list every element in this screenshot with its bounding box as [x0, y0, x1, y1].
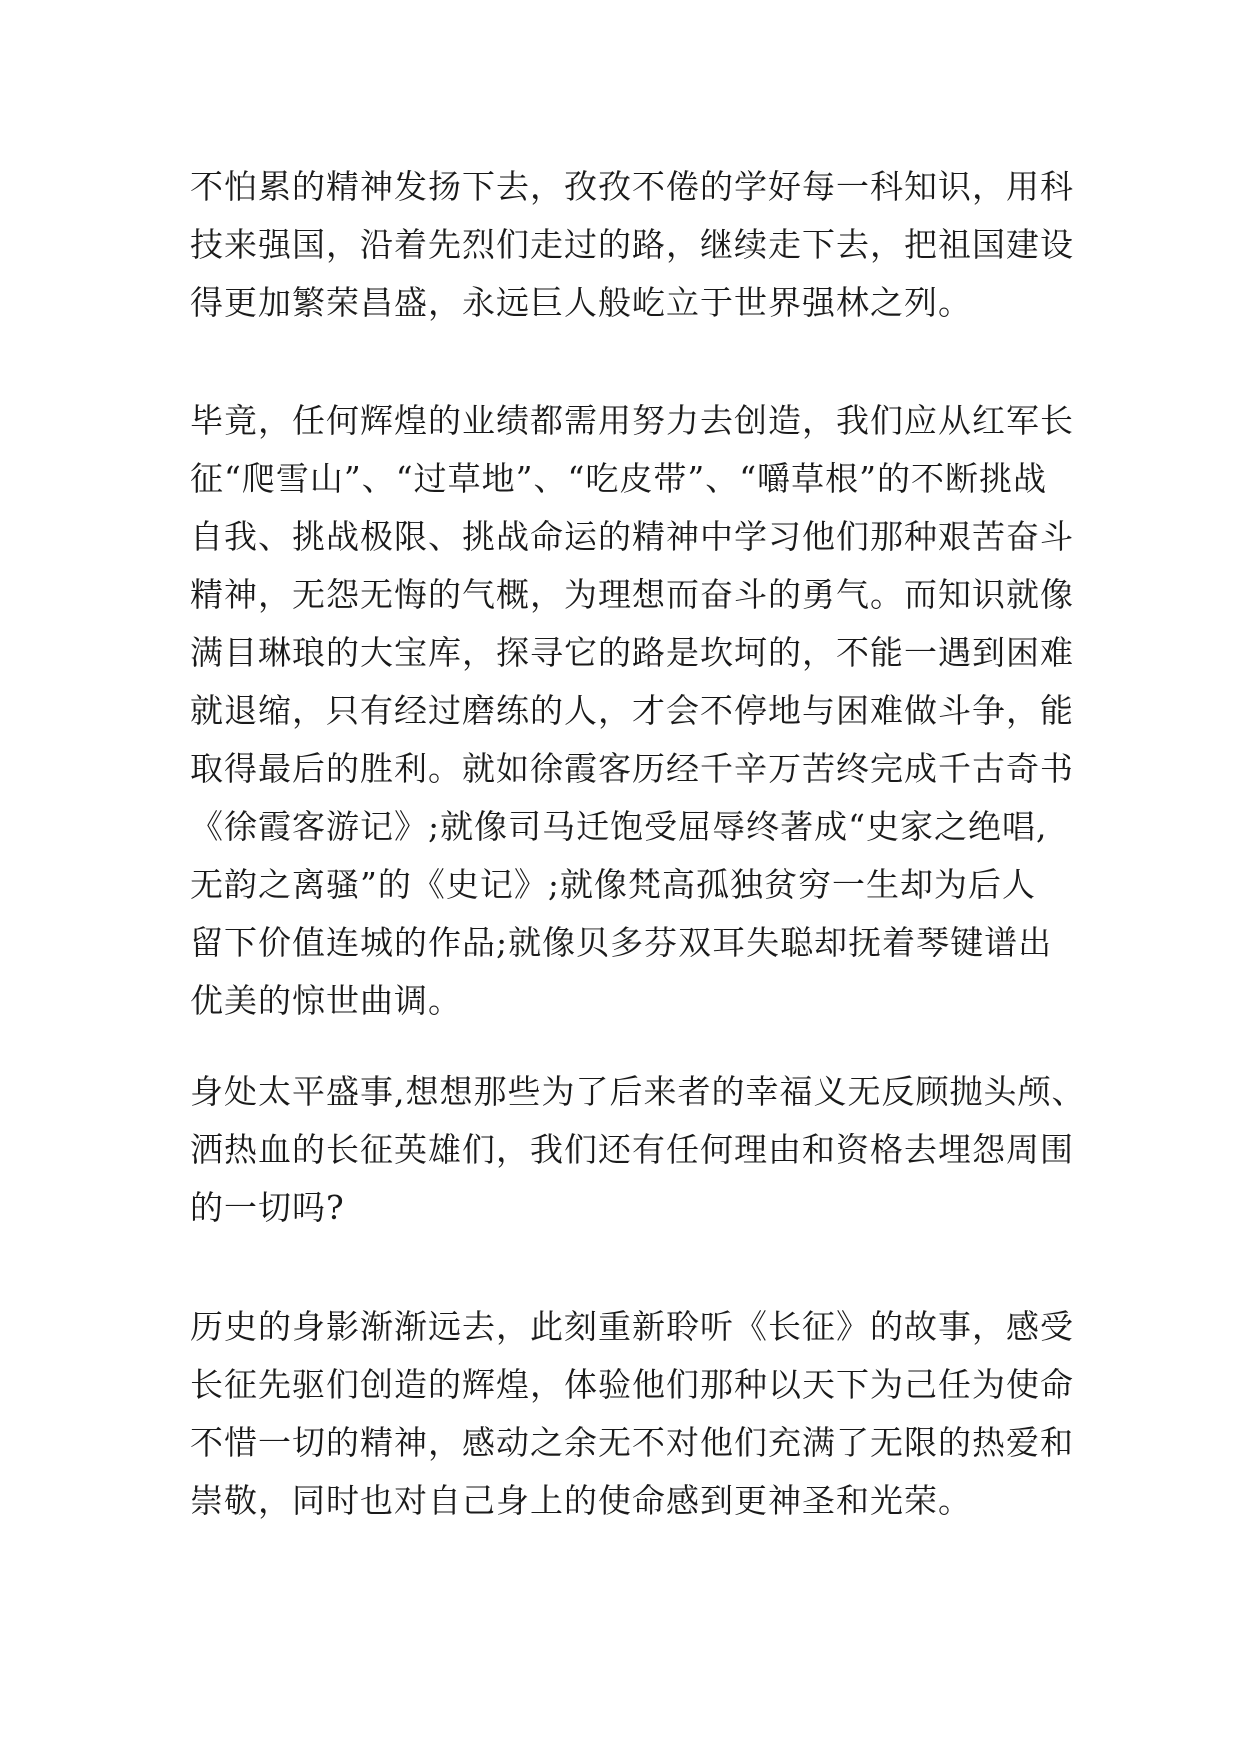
paragraph-1: [190, 158, 1074, 332]
text-line: 取得最后的胜利。就如徐霞客历经千辛万苦终完成千古奇书: [190, 749, 1074, 788]
text-line: 征“爬雪山”、“过草地”、“吃皮带”、“嚼草根”的不断挑战: [190, 459, 1047, 498]
text-line: 《徐霞客游记》;就像司马迁饱受屈辱终著成“史家之绝唱,: [190, 807, 1048, 846]
text-line: 的一切吗?: [190, 1188, 345, 1227]
paragraph-2: [190, 392, 1074, 1030]
text-line: 不惜一切的精神，感动之余无不对他们充满了无限的热爱和: [190, 1423, 1074, 1462]
text-line: 优美的惊世曲调。: [190, 981, 462, 1020]
text-line: 精神，无怨无悔的气概，为理想而奋斗的勇气。而知识就像: [190, 575, 1074, 614]
text-line: 得更加繁荣昌盛，永远巨人般屹立于世界强林之列。: [190, 283, 972, 322]
text-line: 崇敬，同时也对自己身上的使命感到更神圣和光荣。: [190, 1481, 972, 1520]
text-line: 留下价值连城的作品;就像贝多芬双耳失聪却抚着琴键谱出: [190, 923, 1053, 962]
text-line: 就退缩，只有经过磨练的人，才会不停地与困难做斗争，能: [190, 691, 1074, 730]
text-line: 满目琳琅的大宝库，探寻它的路是坎坷的，不能一遇到困难: [190, 633, 1074, 672]
text-line: 毕竟，任何辉煌的业绩都需用努力去创造，我们应从红军长: [190, 401, 1074, 440]
text-line: 洒热血的长征英雄们，我们还有任何理由和资格去埋怨周围: [190, 1130, 1074, 1169]
paragraph-3: [190, 1063, 1086, 1237]
text-line: 技来强国，沿着先烈们走过的路，继续走下去，把祖国建设: [190, 225, 1074, 264]
text-line: 无韵之离骚”的《史记》;就像梵高孤独贫穷一生却为后人: [190, 865, 1036, 904]
text-line: 自我、挑战极限、挑战命运的精神中学习他们那种艰苦奋斗: [190, 517, 1074, 556]
paragraph-4: [190, 1298, 1074, 1530]
text-line: 历史的身影渐渐远去，此刻重新聆听《长征》的故事，感受: [190, 1307, 1074, 1346]
text-line: 长征先驱们创造的辉煌，体验他们那种以天下为己任为使命: [190, 1365, 1074, 1404]
text-line: 不怕累的精神发扬下去，孜孜不倦的学好每一科知识，用科: [190, 167, 1074, 206]
text-line: 身处太平盛事,想想那些为了后来者的幸福义无反顾抛头颅、: [190, 1072, 1086, 1111]
